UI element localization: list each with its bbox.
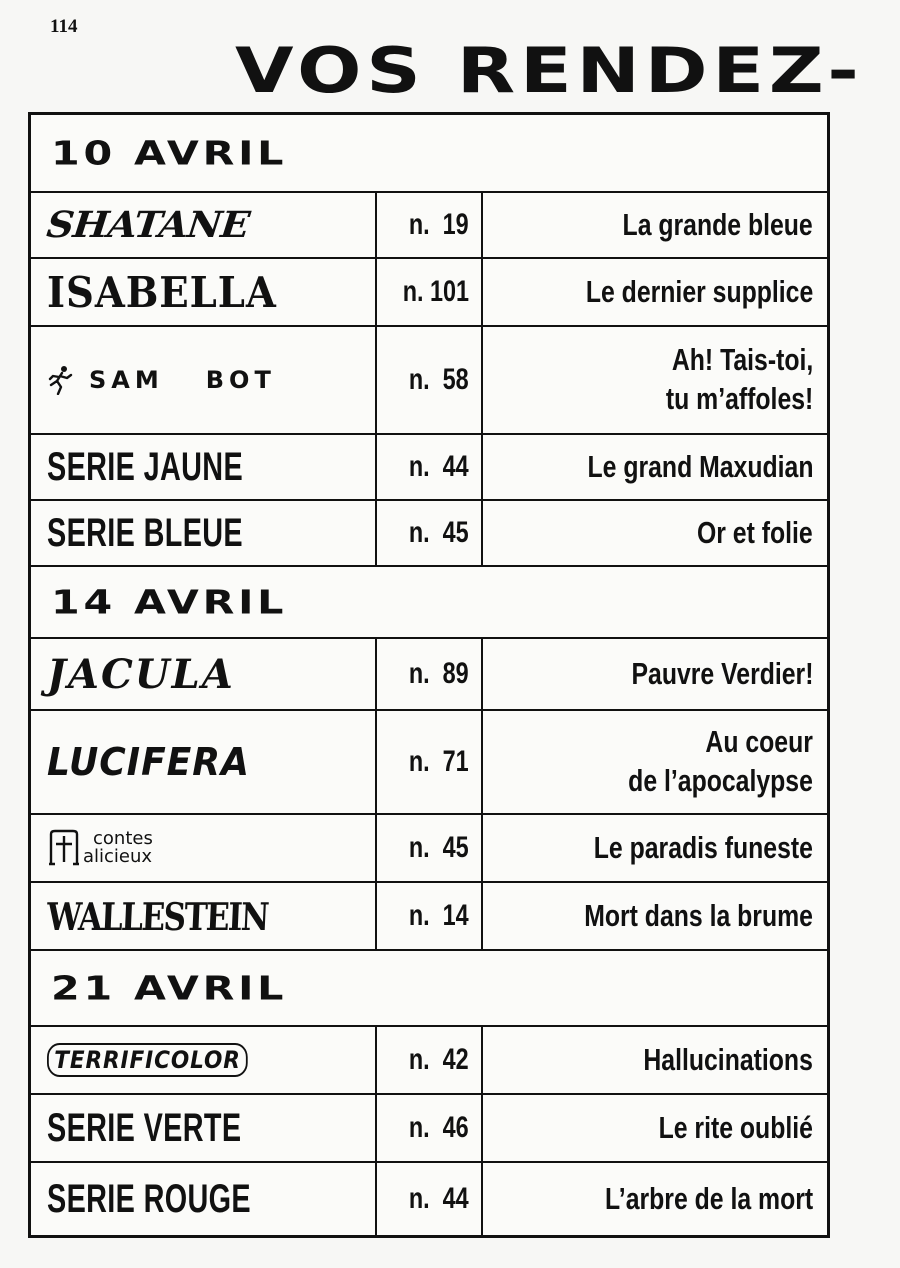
table-row [31, 501, 827, 567]
story-cell [483, 435, 827, 499]
table-row [31, 193, 827, 259]
issue-number: n. 19 [409, 208, 469, 241]
series-cell [31, 327, 377, 433]
series-logo-sam-bot [47, 365, 276, 395]
story-cell [483, 815, 827, 881]
story-cell [483, 501, 827, 565]
table-row [31, 435, 827, 501]
story-cell [483, 639, 827, 709]
table-row [31, 639, 827, 711]
story-cell [483, 1095, 827, 1161]
issue-number: n. 101 [402, 275, 469, 308]
issue-number: n. 44 [409, 450, 469, 483]
series-cell [31, 501, 377, 565]
series-logo-contes-malicieux [47, 828, 153, 868]
story-cell [483, 1163, 827, 1235]
issue-number: n. 58 [409, 363, 469, 396]
series-cell [31, 639, 377, 709]
series-logo-terrificolor: TERRIFICOLOR [47, 1043, 248, 1077]
issue-number: n. 71 [409, 745, 469, 778]
table-row [31, 259, 827, 327]
contes-malicieux-monogram-icon [47, 828, 81, 868]
issue-cell [377, 639, 483, 709]
date-header-21-avril [31, 951, 827, 1027]
issue-number: n. 42 [409, 1043, 469, 1076]
series-cell [31, 711, 377, 813]
table-row [31, 815, 827, 883]
issue-cell [377, 501, 483, 565]
issue-number: n. 45 [409, 831, 469, 864]
issue-number: n. 45 [409, 516, 469, 549]
series-logo-jacula: JACULA [47, 650, 235, 698]
table-row [31, 1095, 827, 1163]
table-row [31, 1027, 827, 1095]
series-name: SERIE ROUGE [47, 1176, 252, 1221]
story-cell [483, 193, 827, 257]
series-name-part: contes [93, 828, 153, 849]
table-row [31, 883, 827, 951]
issue-cell [377, 815, 483, 881]
issue-number: n. 46 [409, 1111, 469, 1144]
story-title: Ah! Tais-toi, tu m’affoles! [665, 342, 813, 416]
story-title: Le rite oublié [658, 1109, 813, 1145]
date-label: 21 AVRIL [51, 968, 288, 1008]
issue-number: n. 44 [409, 1182, 469, 1215]
issue-cell [377, 193, 483, 257]
story-cell [483, 259, 827, 325]
series-logo-wallestein: WALLESTEIN [46, 893, 269, 939]
running-man-icon [47, 365, 73, 395]
series-cell [31, 1163, 377, 1235]
story-cell [483, 883, 827, 949]
series-logo-shatane: SHATANE [44, 204, 251, 246]
issue-cell [377, 1163, 483, 1235]
story-title: Au coeur de l’apocalypse [628, 724, 813, 798]
issue-number: n. 89 [409, 657, 469, 690]
issue-cell [377, 711, 483, 813]
table-row [31, 1163, 827, 1235]
series-name: SERIE BLEUE [47, 510, 243, 555]
story-title: Or et folie [697, 514, 813, 550]
series-cell [31, 193, 377, 257]
series-name-part: alicieux [83, 846, 153, 867]
story-title: Le dernier supplice [585, 273, 813, 309]
story-title: Mort dans la brume [584, 897, 813, 933]
story-cell [483, 1027, 827, 1093]
series-cell [31, 259, 377, 325]
schedule-table [28, 112, 830, 1238]
date-label: 14 AVRIL [51, 582, 288, 622]
issue-cell [377, 1095, 483, 1161]
story-title: Pauvre Verdier! [631, 655, 813, 691]
story-title: L’arbre de la mort [604, 1180, 813, 1216]
series-cell [31, 883, 377, 949]
page-number: 114 [50, 16, 78, 37]
series-name: SERIE VERTE [47, 1105, 242, 1150]
date-header-10-avril [31, 115, 827, 193]
story-title: La grande bleue [622, 206, 813, 242]
date-label: 10 AVRIL [51, 133, 288, 173]
story-title: Le grand Maxudian [587, 448, 813, 484]
issue-cell [377, 327, 483, 433]
series-cell [31, 435, 377, 499]
series-logo-isabella: ISABELLA [47, 267, 277, 317]
issue-cell [377, 1027, 483, 1093]
series-cell [31, 1027, 377, 1093]
series-name-part: BOT [205, 366, 276, 394]
table-row [31, 327, 827, 435]
issue-number: n. 14 [409, 899, 469, 932]
story-title: Hallucinations [643, 1041, 813, 1077]
story-cell [483, 327, 827, 433]
series-name: SERIE JAUNE [47, 444, 244, 489]
story-cell [483, 711, 827, 813]
page-headline: VOS RENDEZ- [235, 34, 864, 107]
table-row [31, 711, 827, 815]
issue-cell [377, 435, 483, 499]
series-name-part: SAM [89, 366, 164, 394]
date-header-14-avril [31, 567, 827, 639]
series-cell [31, 1095, 377, 1161]
story-title: Le paradis funeste [593, 829, 813, 865]
series-logo-lucifera: LUCIFERA [47, 740, 250, 784]
series-cell [31, 815, 377, 881]
issue-cell [377, 259, 483, 325]
series-name-wrapper [83, 830, 153, 866]
issue-cell [377, 883, 483, 949]
